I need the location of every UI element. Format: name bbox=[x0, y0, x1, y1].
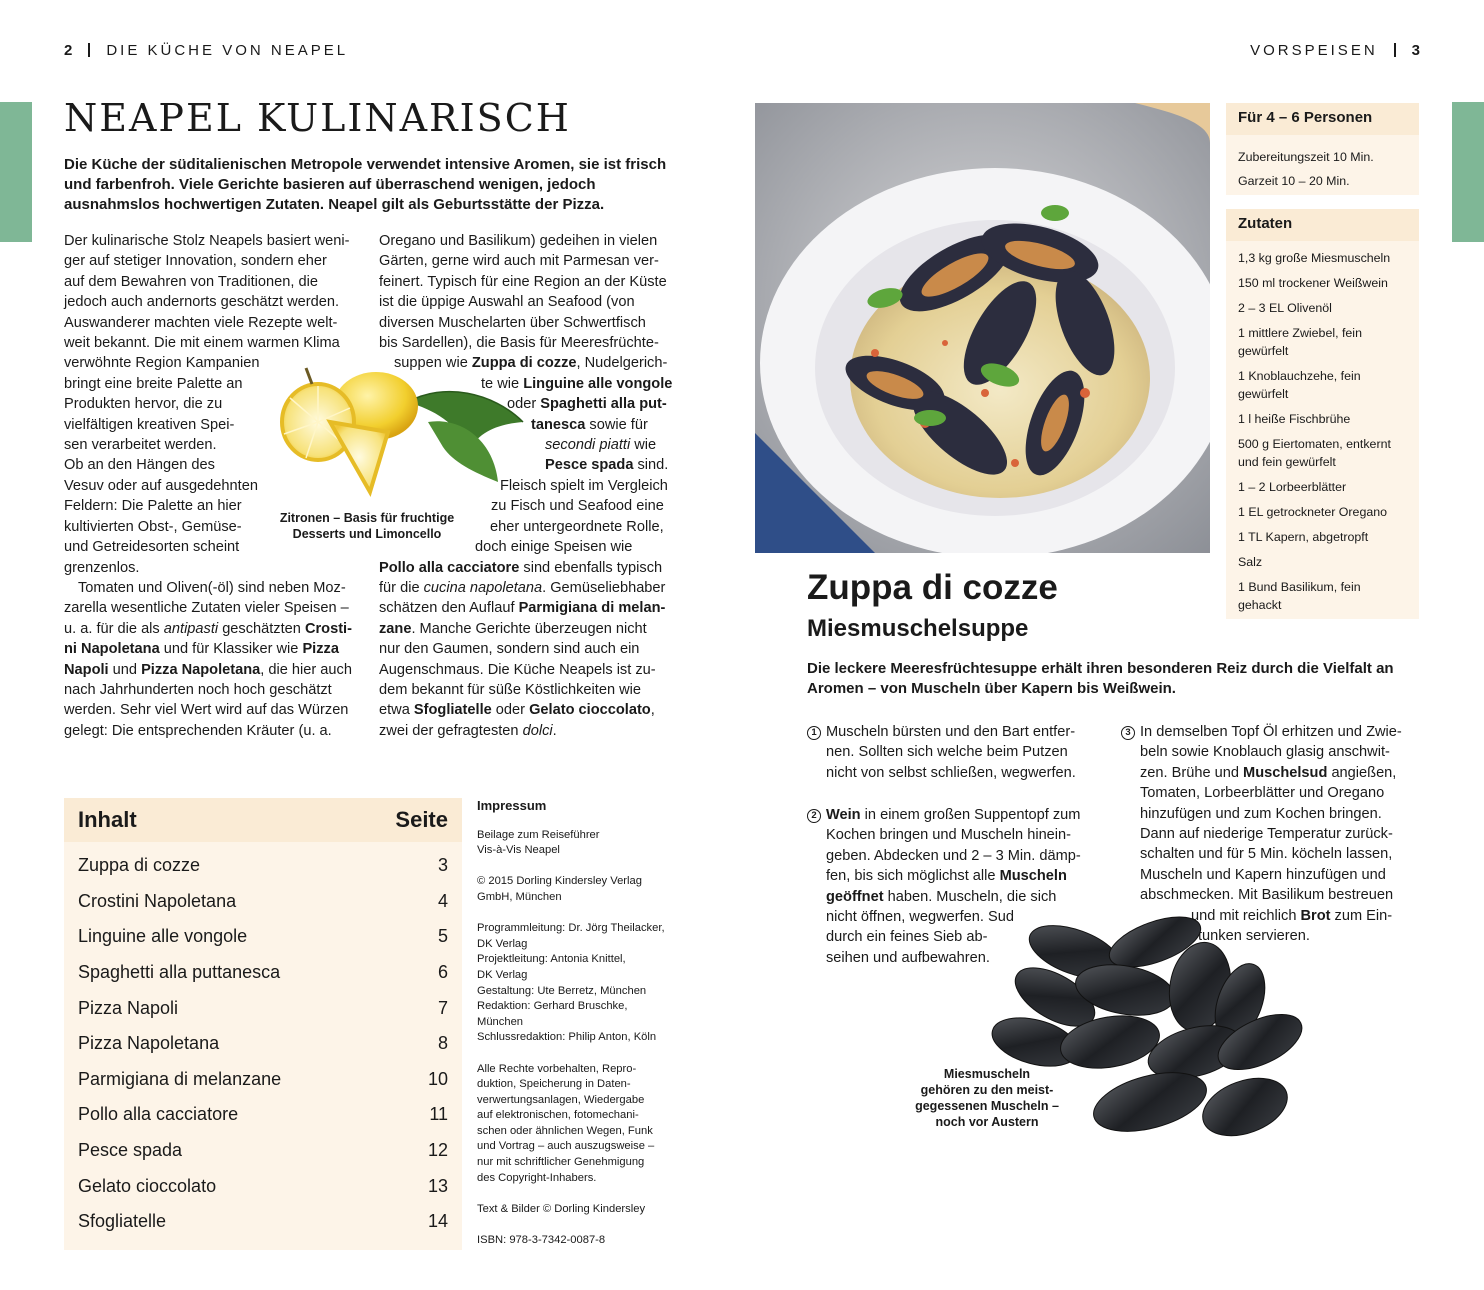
text-line: ni Napoletana und für Klassiker wie Pizza bbox=[64, 641, 339, 658]
toc-item-label: Sfogliatelle bbox=[78, 1211, 167, 1232]
toc-item[interactable] bbox=[64, 848, 462, 884]
text-line: 1 Muscheln bürsten und den Bart entfer- bbox=[807, 722, 1107, 742]
text-line: sen verarbeitet werden. bbox=[64, 437, 217, 454]
toc-item-page: 5 bbox=[437, 926, 448, 947]
toc-item-label: Pesce spada bbox=[78, 1140, 183, 1161]
text-line: durch ein feines Sieb ab- bbox=[826, 929, 988, 946]
toc-item-label: Pizza Napoletana bbox=[78, 1033, 220, 1054]
toc-item-page: 11 bbox=[429, 1104, 448, 1125]
text-line: seihen und aufbewahren. bbox=[826, 949, 990, 966]
text-line: kultivierten Obst-, Gemüse- bbox=[64, 518, 242, 535]
ingredient-item: 1 – 2 Lorbeerblätter bbox=[1238, 480, 1347, 494]
right-edge-tab bbox=[1452, 102, 1484, 242]
text-line: Tomaten und Oliven(-öl) sind neben Moz- bbox=[78, 579, 346, 596]
left-edge-tab bbox=[0, 102, 32, 242]
text-line: u. a. für die als antipasti geschätzten Crosti- bbox=[64, 620, 352, 637]
text-line: Vesuv oder auf ausgedehnten bbox=[64, 477, 258, 494]
left-running-header bbox=[64, 42, 348, 59]
text-line: Augenschmaus. Die Küche Neapels ist zu- bbox=[379, 661, 656, 678]
text-line: schätzen den Auflauf Parmigiana di melan- bbox=[379, 600, 666, 617]
servings-box bbox=[1226, 103, 1419, 195]
text-line: Kochen bringen und Muscheln hinein- bbox=[826, 827, 1072, 844]
toc-item-page: 8 bbox=[437, 1033, 448, 1054]
text-line: Feldern: Die Palette an hier bbox=[64, 498, 242, 515]
text-line: Pollo alla cacciatore sind ebenfalls typisch bbox=[379, 559, 663, 576]
text-line: für die cucina napoletana. Gemüseliebhaber bbox=[379, 579, 666, 596]
toc-item-label: Linguine alle vongole bbox=[78, 926, 248, 947]
ingredient-item: 2 – 3 EL Olivenöl bbox=[1238, 301, 1332, 315]
text-line: nach Jahrhunderten noch hoch geschätzt bbox=[64, 681, 332, 698]
step-number: 1 bbox=[807, 726, 821, 740]
toc-item[interactable] bbox=[64, 990, 462, 1026]
table-of-contents bbox=[64, 798, 462, 1250]
right-running-title: VORSPEISEN bbox=[1250, 42, 1378, 59]
text-line: oder Spaghetti alla put- bbox=[507, 396, 667, 413]
toc-item-label: Spaghetti alla puttanesca bbox=[78, 962, 281, 983]
intro-lead: Die Küche der süditalienischen Metropole verwendet intensive Aromen, sie ist frisch und farbenfroh. Viele Gerichte basieren auf überraschend wenigen, jedoch ausnahmslos hochwertigen Zutaten. Neapel gilt als Geburtsstätte der Pizza. bbox=[64, 156, 667, 213]
text-line: ger auf stetiger Innovation, sondern eher bbox=[64, 253, 327, 270]
ingredient-item: 500 g Eiertomaten, entkernt und fein gewürfelt bbox=[1238, 437, 1391, 469]
text-line: doch einige Speisen wie bbox=[475, 539, 633, 556]
toc-item[interactable] bbox=[64, 955, 462, 991]
recipe-title: Zuppa di cozze bbox=[807, 568, 1058, 607]
toc-item[interactable] bbox=[64, 1062, 462, 1098]
impressum bbox=[477, 798, 687, 1264]
recipe-lead: Die leckere Meeresfrüchtesuppe erhält ihren besonderen Reiz durch die Vielfalt an Aromen – von Muscheln über Kapern bis Weißwein. bbox=[807, 660, 1394, 697]
step-number: 3 bbox=[1121, 726, 1135, 740]
impressum-title: Impressum bbox=[477, 798, 547, 813]
impressum-block: Beilage zum Reiseführer Vis-à-Vis Neapel bbox=[477, 828, 600, 857]
toc-item-label: Pizza Napoli bbox=[78, 997, 179, 1018]
text-line: gelegt: Die entsprechenden Kräuter (u. a. bbox=[64, 722, 332, 739]
text-line: geben. Abdecken und 2 – 3 Min. dämp- bbox=[826, 847, 1081, 864]
text-line: und Getreidesorten scheint bbox=[64, 539, 240, 556]
caption-line: noch vor Austern bbox=[935, 1115, 1039, 1129]
toc-header bbox=[64, 798, 462, 842]
ingredients-heading: Zutaten bbox=[1226, 209, 1419, 241]
toc-item[interactable] bbox=[64, 1026, 462, 1062]
text-line: verwöhnte Region Kampanien bbox=[64, 355, 260, 372]
text-line: tanesca sowie für bbox=[531, 416, 648, 433]
toc-list bbox=[64, 842, 462, 1240]
ingredient-item: 1 TL Kapern, abgetropft bbox=[1238, 530, 1369, 544]
caption-line: gegessenen Muscheln – bbox=[915, 1099, 1059, 1113]
text-line: zen. Brühe und Muschelsud angießen, bbox=[1140, 764, 1397, 781]
text-line: Tomaten, Lorbeerblätter und Oregano bbox=[1140, 785, 1385, 802]
text-line: dem bekannt für süße Köstlichkeiten wie bbox=[379, 681, 642, 698]
page-title: NEAPEL KULINARISCH bbox=[64, 96, 571, 140]
text-line: ist die üppige Auswahl an Seafood (von bbox=[379, 294, 635, 311]
left-page-number: 2 bbox=[64, 42, 73, 59]
text-line: 3 In demselben Topf Öl erhitzen und Zwie- bbox=[1121, 722, 1426, 742]
text-line: zu Fisch und Seafood eine bbox=[491, 498, 664, 515]
text-line: Der kulinarische Stolz Neapels basiert weni- bbox=[64, 233, 350, 249]
right-running-header bbox=[1250, 42, 1420, 59]
toc-item-label: Crostini Napoletana bbox=[78, 890, 237, 911]
text-line: zwei der gefragtesten dolci. bbox=[379, 722, 557, 739]
text-line: eher untergeordnete Rolle, bbox=[490, 518, 664, 535]
step-1 bbox=[807, 722, 1107, 783]
toc-item[interactable] bbox=[64, 1168, 462, 1204]
toc-item-page: 3 bbox=[437, 855, 448, 876]
text-line: diversen Muschelarten über Schwertfisch bbox=[379, 314, 646, 331]
text-line: Gärten, gerne wird auch mit Parmesan ver- bbox=[379, 253, 659, 270]
text-line: auf dem Bewahren von Traditionen, die bbox=[64, 273, 318, 290]
ingredient-item: Salz bbox=[1238, 555, 1263, 569]
ingredient-item: 1 mittlere Zwiebel, fein gewürfelt bbox=[1238, 326, 1362, 358]
text-line: zarella wesentliche Zutaten vieler Speisen – bbox=[64, 600, 349, 617]
recipe-subtitle: Miesmuschelsuppe bbox=[807, 615, 1029, 642]
ingredient-item: 1 EL getrockneter Oregano bbox=[1238, 505, 1388, 519]
text-line: Oregano und Basilikum) gedeihen in vielen bbox=[379, 233, 658, 249]
text-line: vielfältigen kreativen Spei- bbox=[64, 416, 235, 433]
text-line: werden. Sehr viel Wert wird auf das Würzen bbox=[64, 702, 349, 719]
toc-item[interactable] bbox=[64, 1204, 462, 1240]
toc-item-page: 14 bbox=[427, 1211, 448, 1232]
text-line: tunken servieren. bbox=[1198, 928, 1310, 945]
text-line: beln sowie Knoblauch glasig anschwit- bbox=[1140, 744, 1390, 761]
caption-line: Zitronen – Basis für fruchtige bbox=[279, 511, 455, 525]
impressum-isbn: ISBN: 978-3-7342-0087-8 bbox=[477, 1234, 606, 1247]
toc-item-page: 12 bbox=[427, 1140, 448, 1161]
text-line: abschmecken. Mit Basilikum bestreuen bbox=[1140, 887, 1394, 904]
impressum-block: Programmleitung: Dr. Jörg Theilacker, DK Verlag Projektleitung: Antonia Knittel, DK Verlag Gestaltung: Ute Berretz, München Redaktion: Gerhard Bruschke, München Schlussredaktion: Philip Anton, Köln bbox=[477, 922, 665, 1044]
left-running-title: DIE KÜCHE VON NEAPEL bbox=[106, 42, 349, 59]
text-line: feinert. Typisch für eine Region an der Küste bbox=[379, 273, 667, 290]
toc-item[interactable] bbox=[64, 884, 462, 920]
ingredient-item: 1 Knoblauchzehe, fein gewürfelt bbox=[1238, 369, 1361, 401]
text-line: te wie Linguine alle vongole bbox=[481, 375, 673, 392]
text-line: Auswanderer machten viele Rezepte welt- bbox=[64, 314, 338, 331]
toc-item[interactable] bbox=[64, 1097, 462, 1133]
cook-time: Garzeit 10 – 20 Min. bbox=[1238, 174, 1350, 188]
header-divider bbox=[1394, 43, 1396, 57]
text-line: suppen wie Zuppa di cozze, Nudelgerich- bbox=[394, 355, 668, 372]
header-divider bbox=[88, 43, 90, 57]
ingredient-item: 1 l heiße Fischbrühe bbox=[1238, 412, 1351, 426]
text-line: geöffnet haben. Muscheln, die sich bbox=[826, 888, 1057, 905]
text-line: bis Sardellen), die Basis für Meeresfrüchte- bbox=[379, 335, 659, 352]
text-line: 2 Wein in einem großen Suppentopf zum bbox=[807, 805, 1107, 825]
text-line: und mit reichlich Brot zum Ein- bbox=[1191, 907, 1393, 924]
text-line: Pesce spada sind. bbox=[545, 457, 669, 474]
toc-item-label: Pollo alla cacciatore bbox=[78, 1104, 239, 1125]
impressum-block: © 2015 Dorling Kindersley Verlag GmbH, München bbox=[477, 875, 642, 903]
toc-item[interactable] bbox=[64, 1133, 462, 1169]
toc-header-page: Seite bbox=[395, 807, 448, 832]
impressum-block: Alle Rechte vorbehalten, Repro- duktion, Speicherung in Daten- verwertungsanlagen, Wiedergabe auf elektronischen, fotomechani- schen oder ähnlichen Wegen, Funk und Vortrag – auch auszugsweise – nur mit schriftlicher Genehmigung des Copyright-Inhabers. bbox=[477, 1062, 655, 1184]
ingredients-box bbox=[1226, 209, 1419, 619]
text-line: Ob an den Hängen des bbox=[64, 457, 215, 474]
toc-item[interactable] bbox=[64, 919, 462, 955]
text-line: zane. Manche Gerichte überzeugen nicht bbox=[379, 620, 647, 637]
mussel-soup-photo bbox=[755, 103, 1210, 553]
text-line: etwa Sfogliatelle oder Gelato cioccolato, bbox=[379, 702, 655, 719]
caption-line: Miesmuscheln bbox=[943, 1067, 1031, 1081]
toc-item-label: Parmigiana di melanzane bbox=[78, 1068, 282, 1089]
text-line: nur den Gaumen, sondern sind auch ein bbox=[379, 641, 640, 658]
ingredient-item: 1,3 kg große Miesmuscheln bbox=[1238, 251, 1391, 265]
text-line: hinzufügen und zum Kochen bringen. bbox=[1140, 805, 1382, 822]
toc-item-label: Gelato cioccolato bbox=[78, 1175, 217, 1196]
ingredient-item: 1 Bund Basilikum, fein gehackt bbox=[1238, 580, 1361, 612]
text-line: secondi piatti wie bbox=[545, 437, 657, 454]
text-line: schalten und für 5 Min. köcheln lassen, bbox=[1140, 846, 1393, 863]
text-line: Muscheln und Kapern hinzufügen und bbox=[1140, 866, 1386, 883]
caption-line: Desserts und Limoncello bbox=[292, 527, 442, 541]
text-line: Produkten hervor, die zu bbox=[64, 396, 223, 413]
text-line: jedoch auch andernorts geschätzt werden. bbox=[64, 294, 340, 311]
text-line: Napoli und Pizza Napoletana, die hier auch bbox=[64, 661, 352, 678]
text-line: grenzenlos. bbox=[64, 559, 140, 576]
text-line: nicht von selbst schließen, wegwerfen. bbox=[826, 764, 1076, 781]
impressum-block: Text & Bilder © Dorling Kindersley bbox=[477, 1202, 646, 1215]
text-line: Dann auf niederige Temperatur zurück- bbox=[1140, 826, 1393, 843]
text-line: bringt eine breite Palette an bbox=[64, 375, 243, 392]
mussel-caption bbox=[912, 1066, 1062, 1130]
text-line: nicht öffnen, wegwerfen. Sud bbox=[826, 909, 1014, 926]
toc-item-page: 13 bbox=[427, 1175, 448, 1196]
text-line: nen. Sollten sich welche beim Putzen bbox=[826, 744, 1068, 761]
toc-item-page: 6 bbox=[437, 962, 448, 983]
lemons-illustration bbox=[258, 362, 530, 510]
text-line: weit bekannt. Die mit einem warmen Klima bbox=[64, 335, 340, 352]
toc-item-page: 10 bbox=[427, 1068, 448, 1089]
toc-item-label: Zuppa di cozze bbox=[78, 855, 201, 876]
toc-item-page: 7 bbox=[437, 997, 448, 1018]
prep-time: Zubereitungszeit 10 Min. bbox=[1238, 150, 1374, 164]
lemon-caption bbox=[278, 510, 456, 542]
step-number: 2 bbox=[807, 809, 821, 823]
servings-heading: Für 4 – 6 Personen bbox=[1226, 103, 1419, 135]
toc-header-label: Inhalt bbox=[78, 807, 137, 832]
right-page-number: 3 bbox=[1411, 42, 1420, 59]
text-line: fen, bis sich möglichst alle Muscheln bbox=[826, 868, 1067, 885]
caption-line: gehören zu den meist- bbox=[920, 1083, 1054, 1097]
ingredient-item: 150 ml trockener Weißwein bbox=[1238, 276, 1388, 290]
text-line: Fleisch spielt im Vergleich bbox=[500, 477, 668, 494]
toc-item-page: 4 bbox=[437, 890, 448, 911]
